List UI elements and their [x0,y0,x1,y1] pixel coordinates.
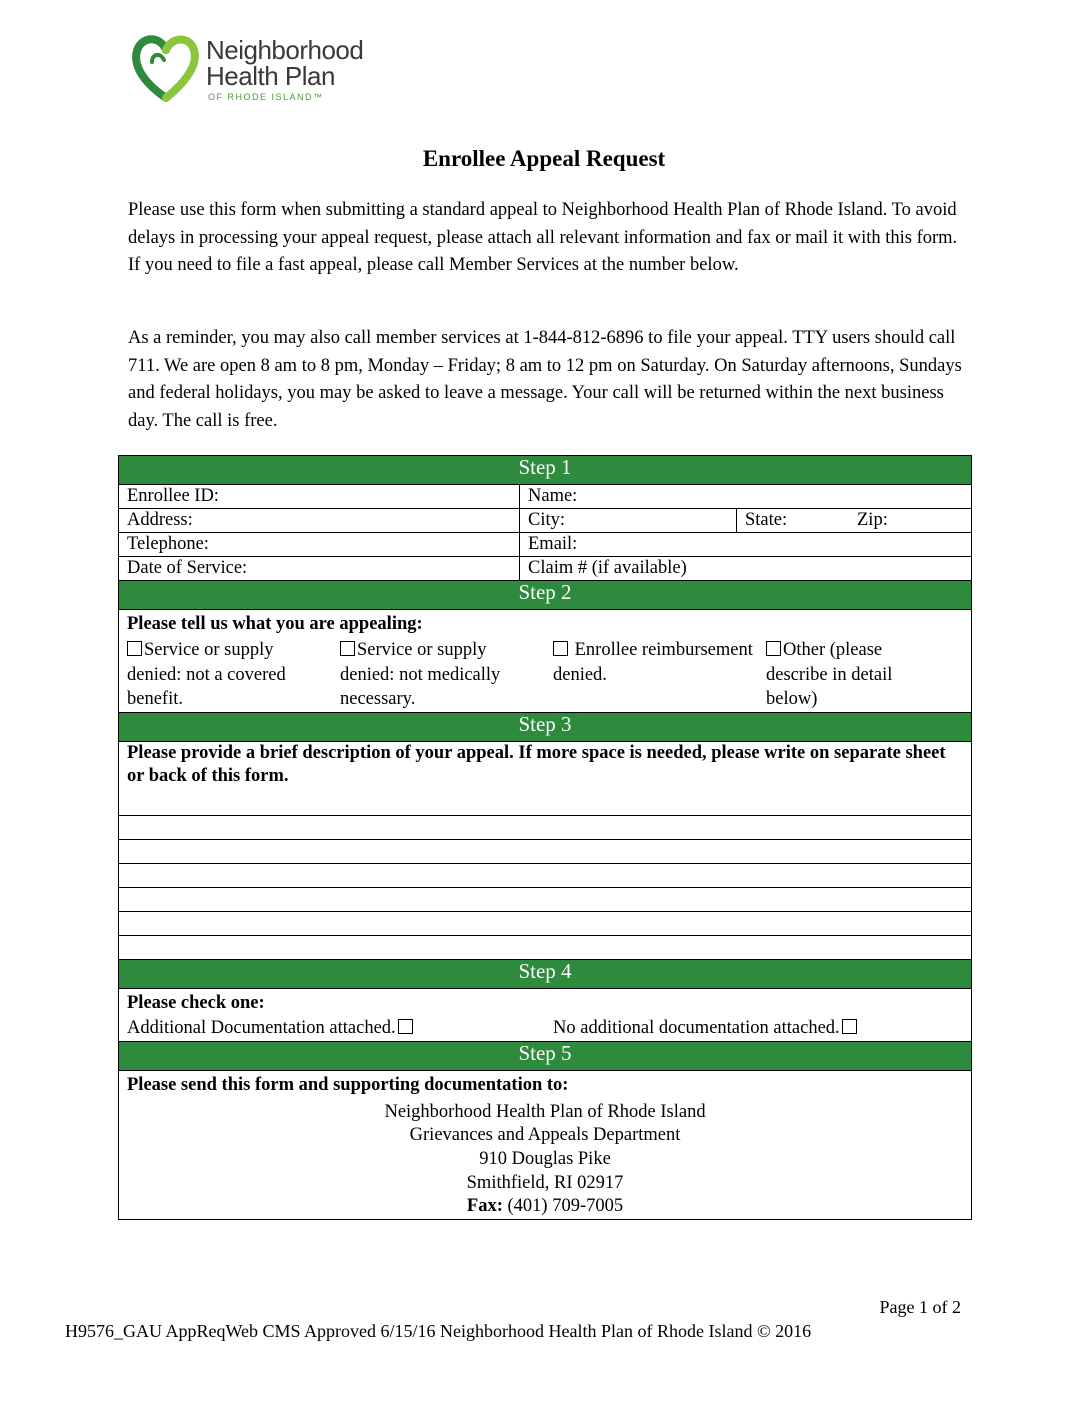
checkbox-icon[interactable] [398,1019,413,1034]
step-2-label: Step 2 [119,581,972,610]
option-other-label: Other (please describe in detail below) [766,640,893,709]
option-not-covered[interactable] [127,638,332,712]
zip-label: Zip: [857,510,888,530]
step-1-label: Step 1 [119,456,972,485]
state-label: State: [745,510,788,530]
logo-line-1: Neighborhood [206,35,364,65]
logo-line-2: Health Plan [206,61,335,91]
logo [130,32,390,106]
option-other[interactable] [766,638,916,712]
date-of-service-field[interactable]: Date of Service: [119,557,520,581]
intro-paragraph-1: Please use this form when submitting a standard appeal to Neighborhood Health Plan of Rhode Island. To avoid delays in processing your appeal request, please attach all relevant information and fax or mail it with this form. If you need to file a fast appeal, please call Member Services at the number below. [128,200,958,275]
appeal-form-table [118,455,972,1220]
step-3-label: Step 3 [119,712,972,741]
logo-line-3: OF RHODE ISLAND™ [208,92,324,102]
checkbox-icon[interactable] [340,641,355,656]
step-1-header [119,456,972,485]
option-reimbursement-label: Enrollee reimbursement denied. [553,640,753,685]
checkbox-icon[interactable] [553,641,568,656]
option-no-docs[interactable] [553,1015,859,1041]
approval-footer: H9576_GAU AppReqWeb CMS Approved 6/15/16 Neighborhood Health Plan of Rhode Island © 2016 [65,1321,812,1341]
option-docs-attached-label: Additional Documentation attached. [127,1017,396,1038]
address-field[interactable]: Address: [119,509,520,533]
logo-heart-icon [130,32,202,104]
mailing-cell [119,1070,972,1219]
appeal-reason-cell [119,610,972,713]
step-5-label: Step 5 [119,1041,972,1070]
city-field[interactable]: City: [520,509,737,533]
description-line[interactable] [119,815,972,839]
fax-line [127,1195,963,1218]
claim-number-field[interactable]: Claim # (if available) [520,557,972,581]
option-reimbursement[interactable] [553,638,758,687]
intro-paragraph-2: As a reminder, you may also call member services at 1-844-812-6896 to file your appeal. TTY users should call 711. We are open 8 am to 8 pm, Monday – Friday; 8 am to 12 pm on Saturday. On Saturday afternoons, Sundays and federal holidays, you may be asked to leave a message. Your call will be returned within the next business day. The call is free. [128,328,962,431]
description-line[interactable] [119,911,972,935]
page-number: Page 1 of 2 [879,1297,961,1317]
documentation-cell [119,988,972,1041]
checkbox-icon[interactable] [842,1019,857,1034]
option-docs-attached[interactable] [127,1018,415,1038]
description-line[interactable] [119,839,972,863]
address-line-4: Smithfield, RI 02917 [466,1172,624,1193]
enrollee-id-field[interactable]: Enrollee ID: [119,485,520,509]
appeal-reason-prompt: Please tell us what you are appealing: [127,614,423,634]
fax-label: Fax: [466,1195,503,1216]
page-title: Enrollee Appeal Request [422,146,666,171]
telephone-field[interactable]: Telephone: [119,533,520,557]
checkbox-icon[interactable] [766,641,781,656]
mailing-prompt: Please send this form and supporting documentation to: [127,1074,569,1095]
description-line[interactable] [119,935,972,959]
email-field[interactable]: Email: [520,533,972,557]
name-field[interactable]: Name: [520,485,972,509]
state-zip-field[interactable] [737,509,972,533]
description-line[interactable] [119,863,972,887]
address-line-1: Neighborhood Health Plan of Rhode Island [384,1101,706,1122]
documentation-prompt: Please check one: [127,992,265,1013]
step-4-label: Step 4 [119,959,972,988]
step-5-header [119,1041,972,1070]
option-not-covered-label: Service or supply denied: not a covered benefit. [127,640,286,709]
address-line-3: 910 Douglas Pike [479,1148,611,1169]
address-line-2: Grievances and Appeals Department [409,1124,681,1145]
step-3-header [119,712,972,741]
fax-number: (401) 709-7005 [502,1195,624,1216]
step-4-header [119,959,972,988]
option-not-necessary[interactable] [340,638,545,712]
option-not-necessary-label: Service or supply denied: not medically necessary. [340,640,501,709]
checkbox-icon[interactable] [127,641,142,656]
step-2-header [119,581,972,610]
description-prompt: Please provide a brief description of your appeal. If more space is needed, please write on separate sheet or back of this form. [119,741,972,815]
description-line[interactable] [119,887,972,911]
option-no-docs-label: No additional documentation attached. [553,1017,840,1038]
